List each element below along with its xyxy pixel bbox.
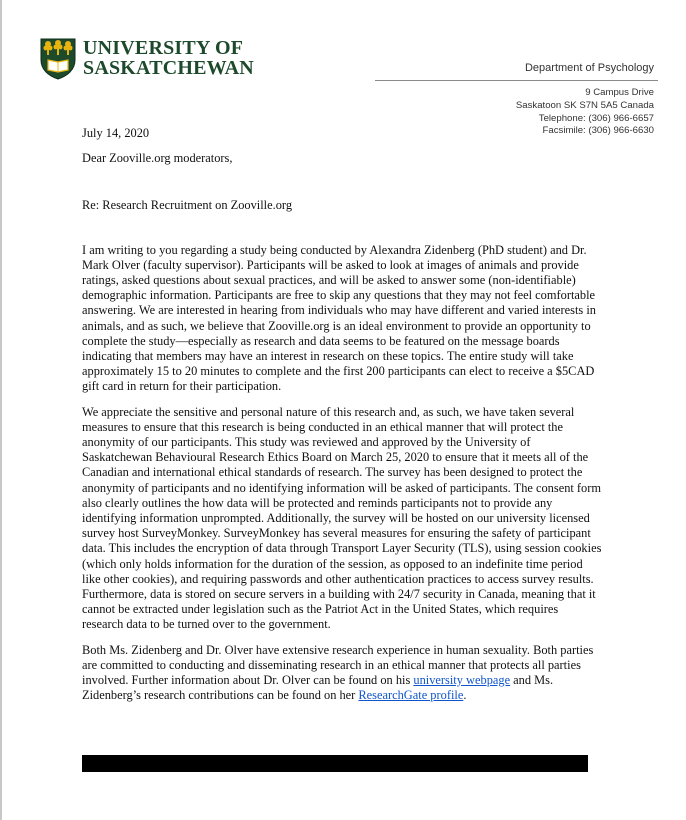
letter-salutation: Dear Zooville.org moderators,	[82, 151, 233, 166]
redacted-text-bar	[82, 755, 588, 772]
address-street: 9 Campus Drive	[585, 87, 654, 98]
address-city: Saskatoon SK S7N 5A5 Canada	[515, 99, 654, 111]
researchgate-profile-link[interactable]: ResearchGate profile	[358, 688, 464, 703]
university-crest-logo	[40, 38, 76, 85]
address-telephone: Telephone: (306) 966-6657	[538, 112, 654, 124]
paragraph-ethics-and-privacy: We appreciate the sensitive and personal nature of this research and, as such, we have taken several measures to ensure that this research is being conducted in an ethical manner that will protect the anonymity of our participants. This study was reviewed and approved by the University of Saskatchewan Behavioural Research Ethics Board on March 25, 2020 to ensure that it meets all of the Canadian and international ethical standards of research. The survey has been designed to protect the anonymity of participants and no identifying information will be asked of participants. The consent form also clearly outlines the how data will be protected and reminds participants not to provide any identifying information unprompted. Additionally, the survey will be hosted on our university licensed survey host SurveyMonkey. SurveyMonkey has several measures for ensuring the safety of participant data. This includes the encryption of data through Transport Layer Security (TLS), using session cookies (which only holds information for the duration of the session, as opposed to an indefinite time period like other cookies), and requiring passwords and other authentication practices to access survey results. Furthermore, data is stored on secure servers in a building with 24/7 security in Canada, meaning that it cannot be extracted under legislation such as the Patriot Act in the United States, which requires research data to be turned over to the government.	[82, 404, 602, 632]
university-name-line1: UNIVERSITY OF	[83, 37, 244, 59]
university-name-line2: SASKATCHEWAN	[83, 57, 254, 79]
paragraph-study-description: I am writing to you regarding a study being conducted by Alexandra Zidenberg (PhD student) and Dr. Mark Olver (faculty supervisor). Participants will be asked to look at images of animals and provide ratings, asked questions about sexual practices, and will be asked to answer some (non-identifiable) demographic information. Participants are free to skip any questions that they may not feel comfortable answering. We are interested in hearing from individuals who may have different and varied interests in animals, and as such, we believe that Zooville.org is an ideal environment to provide an opportunity to complete the study—especially as research and data seems to be featured on the message boards indicating that members may have an interest in research on these topics. The entire study will take approximately 15 to 20 minutes to complete and the first 200 participants can elect to receive a $5CAD gift card in return for their participation.	[82, 242, 596, 394]
address-facsimile: Facsimile: (306) 966-6630	[542, 125, 654, 137]
letter-subject: Re: Research Recruitment on Zooville.org	[82, 198, 293, 213]
letter-body	[82, 126, 602, 704]
university-wordmark	[83, 38, 254, 78]
researcher-info-text-1: Both Ms. Zidenberg and Dr. Olver have extensive research experience in human sexuality. Both parties are committed to conducting and disseminating research in an ethical manner that protects all parties involved. Further information about Dr. Olver can be found on his	[82, 642, 594, 688]
department-name: Department of Psychology	[524, 62, 654, 74]
letter-date: July 14, 2020	[82, 126, 150, 140]
university-webpage-link[interactable]: university webpage	[413, 673, 511, 688]
researcher-info-text-2: and Ms. Zidenberg’s research contributions can be found on her	[82, 673, 554, 703]
paragraph-researcher-info	[82, 643, 602, 704]
researcher-info-text-3: .	[463, 688, 467, 703]
page-edge	[0, 0, 2, 820]
letterhead-divider	[375, 80, 658, 81]
